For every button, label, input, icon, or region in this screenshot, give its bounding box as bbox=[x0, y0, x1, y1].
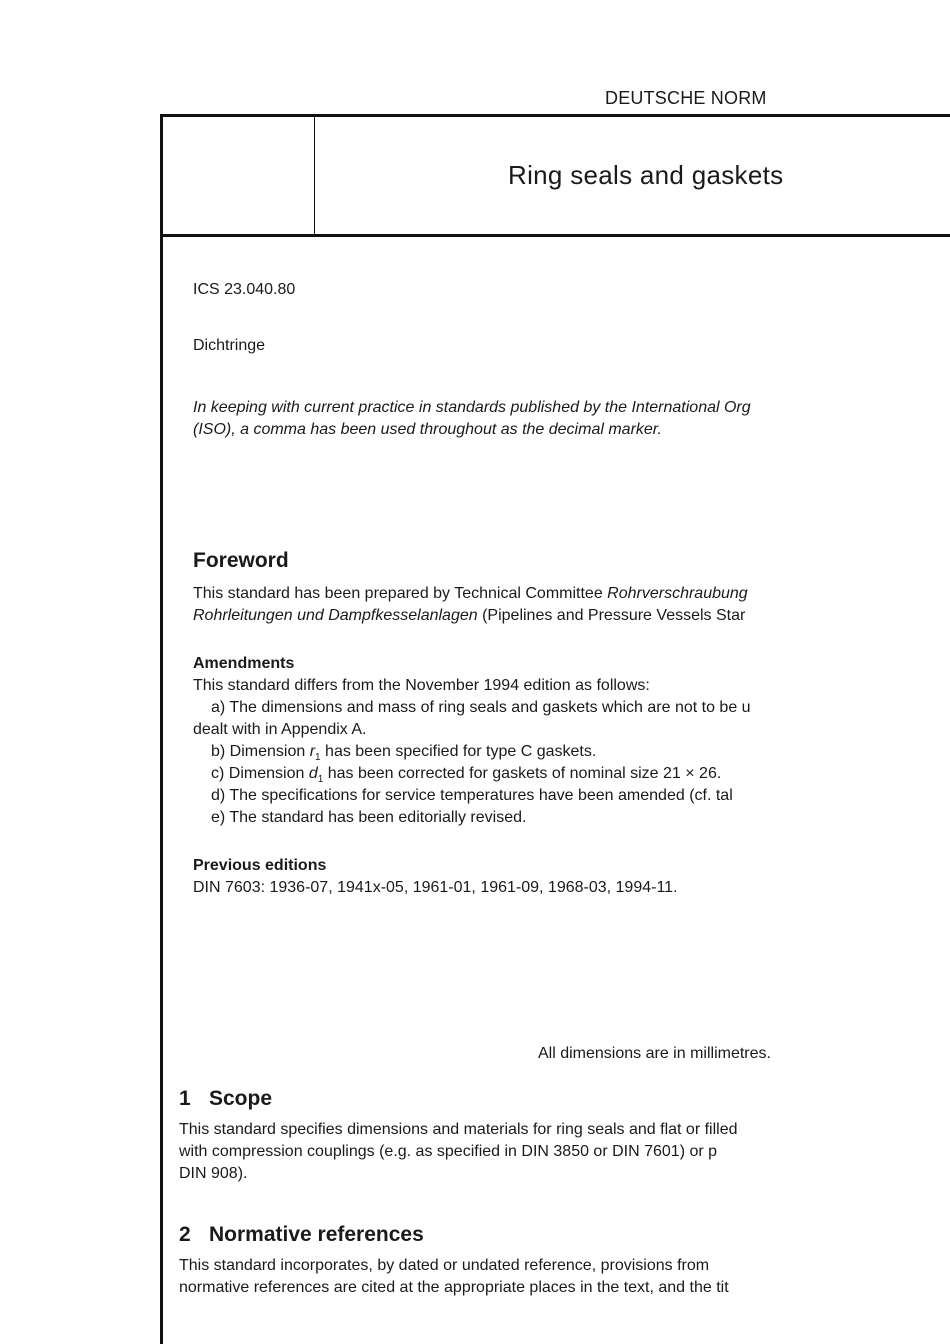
amendment-item-a-cont: dealt with in Appendix A. bbox=[193, 721, 367, 738]
item-b-text: has been specified for type C gaskets. bbox=[320, 743, 597, 760]
frame-cell-divider bbox=[314, 116, 315, 236]
german-title: Dichtringe bbox=[193, 337, 266, 354]
item-b-subscript: 1 bbox=[315, 752, 321, 764]
amendment-item-c bbox=[211, 764, 721, 786]
scope-line-3: DIN 908). bbox=[179, 1165, 248, 1182]
amendment-item-b bbox=[211, 742, 596, 764]
amendments-heading: Amendments bbox=[193, 655, 295, 672]
normative-line-2: normative references are cited at the appropriate places in the text, and the tit bbox=[179, 1279, 729, 1296]
amendment-item-d: d) The specifications for service temperatures have been amended (cf. tal bbox=[211, 787, 733, 804]
document-title: Ring seals and gaskets bbox=[508, 160, 784, 190]
previous-editions-heading: Previous editions bbox=[193, 857, 327, 874]
item-c-text: has been corrected for gaskets of nominal size 21 × 26. bbox=[323, 765, 722, 782]
scope-line-2: with compression couplings (e.g. as specified in DIN 3850 or DIN 7601) or p bbox=[179, 1143, 718, 1160]
scope-number: 1 bbox=[179, 1087, 191, 1110]
frame-mid-rule bbox=[160, 234, 950, 237]
item-c-prefix: c) Dimension bbox=[211, 765, 309, 782]
normative-line-1: This standard incorporates, by dated or undated reference, provisions from bbox=[179, 1257, 710, 1274]
normative-title: Normative references bbox=[209, 1223, 424, 1246]
standard-type-label: DEUTSCHE NORM bbox=[605, 88, 767, 108]
amendments-intro: This standard differs from the November 1994 edition as follows: bbox=[193, 677, 650, 694]
foreword-heading: Foreword bbox=[193, 549, 289, 572]
frame-top-rule bbox=[160, 114, 950, 117]
ics-code: ICS 23.040.80 bbox=[193, 281, 296, 298]
normative-references-heading bbox=[179, 1222, 424, 1247]
amendment-item-a: a) The dimensions and mass of ring seals and gaskets which are not to be u bbox=[211, 699, 751, 716]
item-b-variable: r bbox=[309, 743, 316, 760]
committee-name: Rohrverschraubung bbox=[607, 585, 748, 602]
committee-name-cont: Rohrleitungen und Dampfkesselanlagen bbox=[193, 607, 478, 624]
amendment-item-e: e) The standard has been editorially revised. bbox=[211, 809, 527, 826]
scope-heading bbox=[179, 1086, 272, 1111]
foreword-line-2 bbox=[193, 606, 745, 625]
decimal-note-line-2: (ISO), a comma has been used throughout as the decimal marker. bbox=[193, 421, 662, 438]
item-c-variable: d bbox=[308, 765, 318, 782]
frame-left-rule bbox=[160, 114, 163, 1344]
normative-number: 2 bbox=[179, 1223, 191, 1246]
foreword-line-1 bbox=[193, 584, 748, 603]
scope-line-1: This standard specifies dimensions and materials for ring seals and flat or filled bbox=[179, 1121, 738, 1138]
decimal-note-line-1: In keeping with current practice in standards published by the International Org bbox=[193, 399, 751, 416]
scope-title: Scope bbox=[209, 1087, 273, 1110]
foreword-line-1-text: This standard has been prepared by Technical Committee bbox=[193, 585, 608, 602]
foreword-line-2-text: (Pipelines and Pressure Vessels Star bbox=[477, 607, 746, 624]
item-c-subscript: 1 bbox=[317, 774, 324, 786]
dimensions-note: All dimensions are in millimetres. bbox=[538, 1045, 771, 1062]
item-b-prefix: b) Dimension bbox=[211, 743, 310, 760]
previous-editions-text: DIN 7603: 1936-07, 1941x-05, 1961-01, 1961-09, 1968-03, 1994-11. bbox=[193, 879, 678, 896]
